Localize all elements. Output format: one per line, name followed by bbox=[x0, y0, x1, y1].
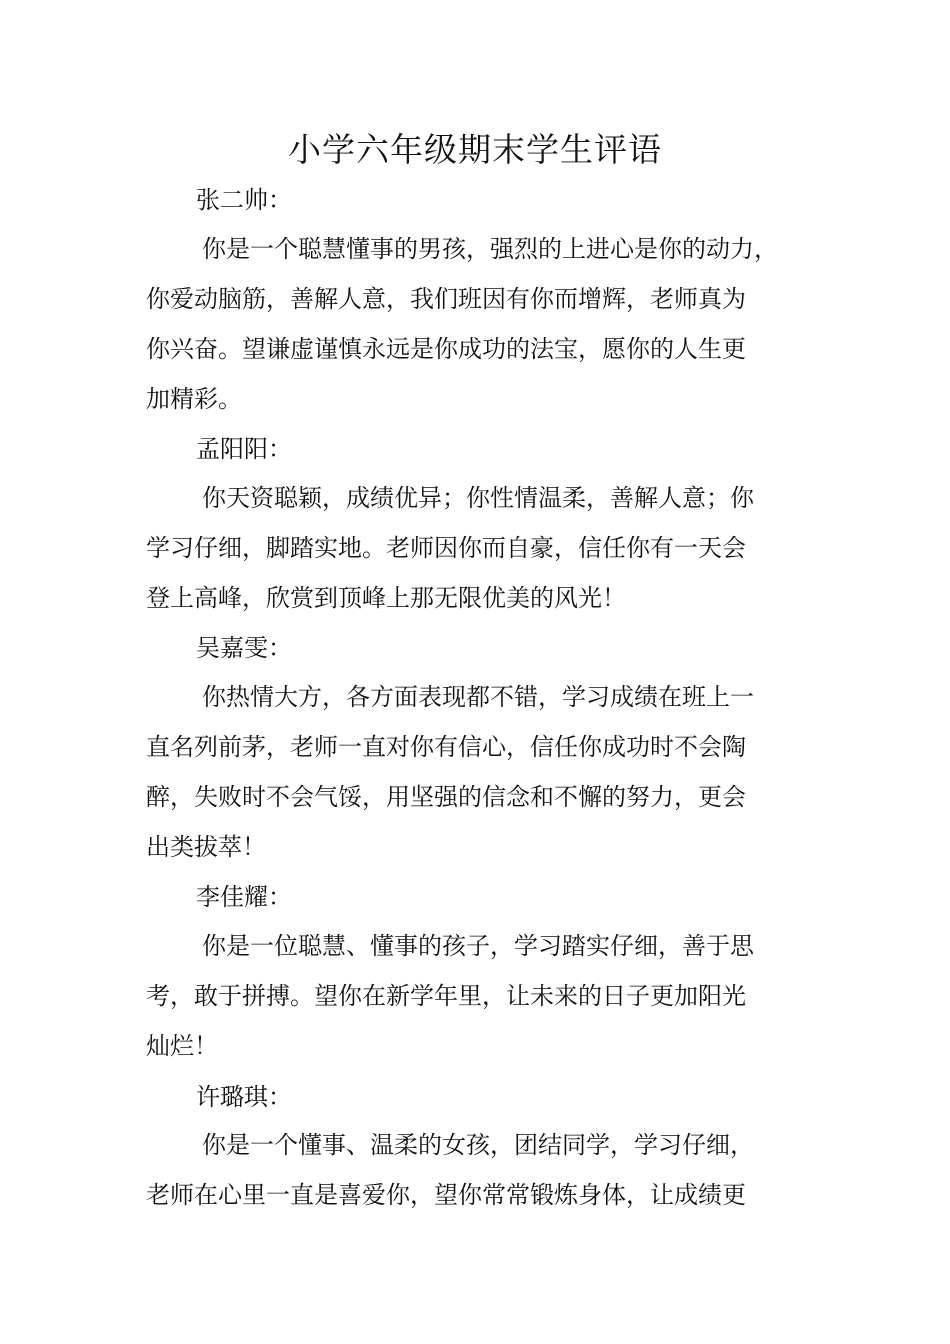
comment-paragraph-wu bbox=[146, 672, 836, 872]
comment-line: 加精彩。 bbox=[146, 385, 242, 413]
student-name-xu: 许璐琪： bbox=[196, 1083, 292, 1111]
comment-line: 你是一个懂事、温柔的女孩，团结同学，学习仔细， bbox=[202, 1131, 754, 1159]
comment-line: 你兴奋。望谦虚谨慎永远是你成功的法宝，愿你的人生更 bbox=[146, 335, 746, 363]
comment-line: 醉，失败时不会气馁，用坚强的信念和不懈的努力，更会 bbox=[146, 783, 746, 811]
comment-paragraph-xu bbox=[146, 1120, 836, 1220]
comment-line: 你是一位聪慧、懂事的孩子，学习踏实仔细，善于思 bbox=[202, 932, 754, 960]
comment-line: 考，敢于拼搏。望你在新学年里，让未来的日子更加阳光 bbox=[146, 982, 746, 1010]
comment-line: 出类拔萃！ bbox=[146, 833, 266, 861]
comment-paragraph-zhang bbox=[146, 224, 836, 424]
comment-line: 灿烂！ bbox=[146, 1032, 218, 1060]
comment-line: 你天资聪颖，成绩优异；你性情温柔，善解人意；你 bbox=[202, 484, 754, 512]
comment-paragraph-li bbox=[146, 921, 836, 1071]
comment-line: 学习仔细，脚踏实地。老师因你而自豪，信任你有一天会 bbox=[146, 534, 746, 562]
student-name-meng: 孟阳阳： bbox=[196, 435, 292, 463]
comment-line: 老师在心里一直是喜爱你，望你常常锻炼身体，让成绩更 bbox=[146, 1181, 746, 1209]
student-name-zhang: 张二帅： bbox=[196, 186, 292, 214]
comment-line: 你热情大方，各方面表现都不错，学习成绩在班上一 bbox=[202, 683, 754, 711]
student-name-wu: 吴嘉雯： bbox=[196, 634, 292, 662]
comment-paragraph-meng bbox=[146, 473, 836, 623]
comment-line: 登上高峰，欣赏到顶峰上那无限优美的风光！ bbox=[146, 584, 626, 612]
comment-line: 你爱动脑筋，善解人意，我们班因有你而增辉，老师真为 bbox=[146, 285, 746, 313]
comment-line: 你是一个聪慧懂事的男孩，强烈的上进心是你的动力， bbox=[202, 235, 778, 263]
comment-line: 直名列前茅，老师一直对你有信心，信任你成功时不会陶 bbox=[146, 733, 746, 761]
student-name-li: 李佳耀： bbox=[196, 883, 292, 911]
document-title: 小学六年级期末学生评语 bbox=[288, 130, 662, 169]
